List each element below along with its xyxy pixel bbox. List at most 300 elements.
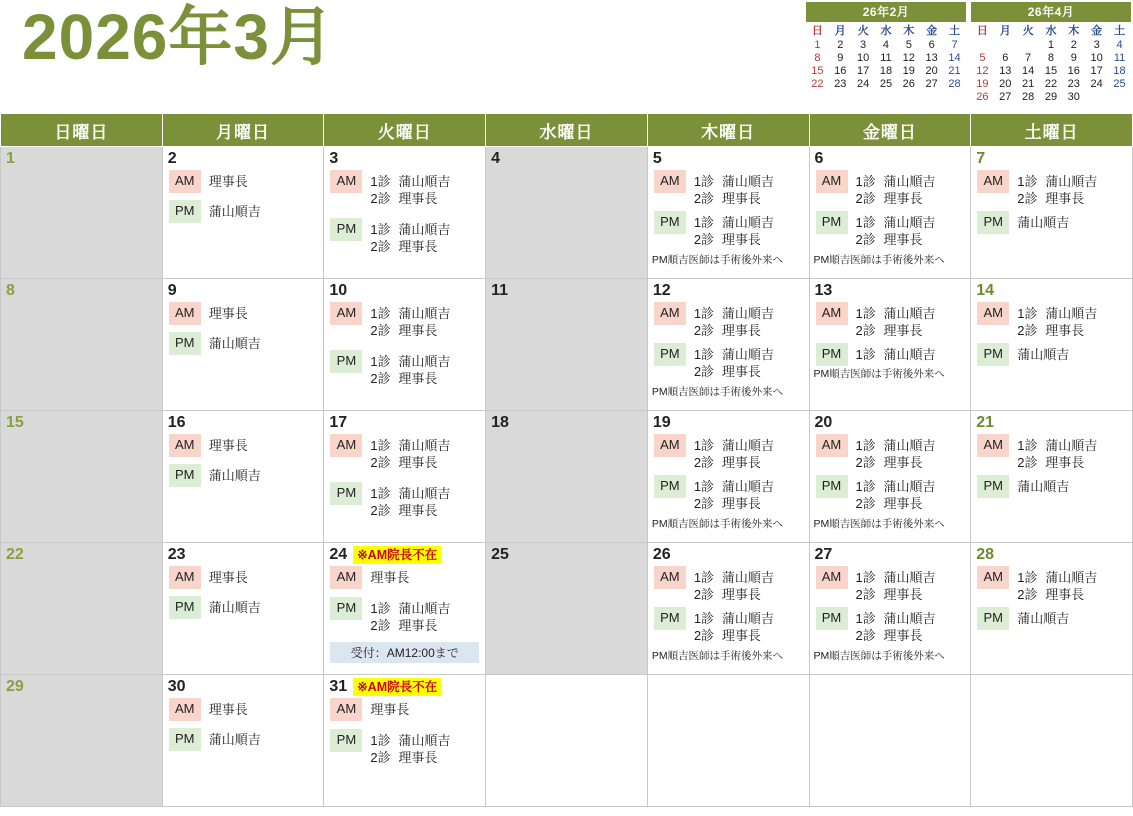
slot-tag-am: AM [330,698,362,721]
slot-line [370,238,450,256]
doctor-name: 理事長 [883,455,923,471]
doctor-name: 理事長 [883,323,923,339]
slot-body [848,434,936,475]
month-calendar [0,113,1133,807]
doctor-name: 理事長 [1045,191,1085,207]
slot-line [370,600,450,618]
day-cell-empty [486,675,648,807]
clinic-label: 2診 [693,323,715,339]
day-cell-16 [162,411,324,543]
weekday-header-sunday: 日曜日 [1,114,163,147]
mini-next-day [1017,38,1040,51]
mini-prev-day: 23 [834,77,847,90]
slot-body [848,343,936,367]
mini-prev-day: 10 [856,51,870,64]
day-number: 28 [976,546,995,563]
clinic-label: 1診 [370,353,391,369]
mini-next-day: 16 [1067,64,1080,77]
schedule-slot-pm [977,475,1132,499]
schedule-slot-pm [169,596,324,620]
clinic-label: 2診 [370,371,391,387]
clinic-label: 2診 [370,455,391,471]
day-cell-28 [971,543,1133,675]
clinic-label: 1診 [1017,437,1038,453]
day-cell-empty [809,675,971,807]
doctor-name: 理事長 [721,364,761,380]
slot-body [201,566,248,590]
day-number: 27 [814,546,833,563]
slot-line [370,437,450,455]
slot-line [370,190,450,208]
schedule-slot-am [654,434,809,475]
slot-line: 理事長 [370,570,410,586]
slot-tag-pm: PM [330,482,362,505]
schedule-slot-am [977,170,1132,211]
slot-line [370,502,450,520]
day-number: 16 [167,414,186,431]
clinic-label: 1診 [1017,305,1038,321]
slot-line [370,305,450,323]
slot-line [856,627,936,645]
mini-prev-day: 5 [905,38,912,51]
schedule-slot-am [816,302,971,343]
slot-tag-pm: PM [330,218,362,241]
slot-tag-am: AM [977,170,1009,193]
clinic-label: 2診 [370,239,391,255]
mini-calendar-previous-month [806,2,966,90]
day-cell-empty [647,675,809,807]
slot-line [370,454,450,472]
day-cell-23 [162,543,324,675]
weekday-header-saturday: 土曜日 [971,114,1133,147]
day-cell-1 [1,147,163,279]
mini-prev-day: 6 [928,38,935,51]
slot-tag-pm: PM [816,211,848,234]
mini-next-day: 9 [1070,51,1077,64]
slot-tag-pm: PM [977,211,1009,234]
slot-tag-pm: PM [169,332,201,355]
slot-line [856,454,936,472]
mini-next-header-thu: 木 [1068,25,1080,37]
doctor-name: 理事長 [398,618,438,634]
mini-prev-header-wed: 水 [880,25,892,37]
clinic-label: 1診 [855,346,876,362]
slot-line [856,586,936,604]
weekday-header-row [1,114,1133,147]
slot-line [1017,305,1097,323]
day-number: 12 [652,282,671,299]
day-number: 6 [814,150,824,167]
day-number: 17 [329,414,348,431]
day-number: 25 [491,546,509,563]
doctor-name: 蒲山順吉 [398,221,451,237]
slot-body [362,350,450,391]
doctor-name: 理事長 [721,323,761,339]
day-number: 31 [329,678,348,695]
slot-tag-am: AM [169,566,201,589]
slot-line [1017,569,1097,587]
day-number: 3 [329,150,339,167]
day-cell-10 [324,279,486,411]
doctor-name: 理事長 [1045,455,1085,471]
doctor-name: 蒲山順吉 [721,437,774,453]
doctor-name: 理事長 [398,371,438,387]
clinic-label: 1診 [1017,569,1038,585]
doctor-name: 理事長 [883,587,923,603]
slot-line: 蒲山順吉 [208,732,261,748]
slot-line: 理事長 [208,701,248,717]
day-cell-6 [809,147,971,279]
slot-tag-am: AM [330,170,362,193]
mini-prev-day: 18 [879,64,893,77]
slot-line: 理事長 [208,305,248,321]
slot-tag-pm: PM [654,475,686,498]
mini-prev-day: 7 [951,38,958,51]
slot-line [694,231,774,249]
slot-line [856,190,936,208]
doctor-name: 理事長 [883,232,923,248]
schedule-slot-pm [816,475,971,516]
schedule-slot-pm [816,211,971,252]
clinic-label: 1診 [693,569,715,585]
mini-calendar-next-month [971,2,1131,103]
doctor-name: 理事長 [721,191,761,207]
mini-prev-day: 16 [834,64,847,77]
day-cell-25 [486,543,648,675]
mini-prev-day: 15 [811,64,824,77]
doctor-name: 理事長 [721,232,761,248]
slot-body [686,475,774,516]
mini-next-day: 14 [1021,64,1035,77]
slot-line [694,363,774,381]
mini-prev-header-fri: 金 [926,25,938,37]
mini-next-day: 15 [1044,64,1058,77]
schedule-slot-pm [977,607,1132,631]
mini-next-day: 19 [976,77,989,90]
doctor-name: 理事長 [883,191,923,207]
doctor-name: 理事長 [883,496,923,512]
slot-line [856,346,936,364]
schedule-slot-am [330,566,485,590]
slot-line: 理事長 [208,437,248,453]
day-number: 1 [6,150,15,167]
day-cell-31 [324,675,486,807]
clinic-label: 1診 [693,437,715,453]
mini-next-day: 1 [1047,38,1055,51]
day-number: 21 [976,414,995,431]
slot-line [1017,437,1097,455]
slot-body [362,218,450,259]
doctor-name: 蒲山順吉 [1045,437,1098,453]
clinic-label: 1診 [855,569,876,585]
day-cell-27 [809,543,971,675]
mini-next-header-tue: 火 [1022,25,1034,37]
slot-line [856,305,936,323]
weekday-header-monday: 月曜日 [162,114,324,147]
slot-line [1017,454,1097,472]
schedule-slot-am [169,434,324,458]
slot-body [362,302,450,343]
clinic-label: 1診 [855,437,876,453]
mini-next-day [1085,90,1108,103]
slot-line: 理事長 [208,173,248,189]
slot-line [370,749,450,767]
schedule-slot-pm [330,597,485,638]
mini-next-day: 20 [999,77,1012,90]
slot-line [1017,190,1097,208]
doctor-name: 蒲山順吉 [721,173,774,189]
slot-line [856,569,936,587]
mini-next-day: 28 [1021,90,1035,103]
mini-next-day [971,38,994,51]
slot-body [201,728,261,752]
day-cell-21 [971,411,1133,543]
slot-tag-am: AM [977,302,1009,325]
mini-next-day [994,38,1017,51]
day-number: 22 [6,546,24,563]
day-cell-11 [486,279,648,411]
slot-line [370,732,450,750]
slot-line [370,221,450,239]
schedule-slot-am [330,434,485,475]
mini-prev-day: 9 [837,51,844,64]
clinic-label: 2診 [855,628,876,644]
doctor-name: 蒲山順吉 [883,569,936,585]
doctor-name: 蒲山順吉 [398,173,451,189]
slot-tag-pm: PM [977,607,1009,630]
slot-line: 蒲山順吉 [208,600,261,616]
clinic-label: 1診 [693,478,715,494]
slot-line [694,173,774,191]
doctor-name: 蒲山順吉 [883,173,936,189]
doctor-name: 理事長 [721,628,761,644]
clinic-label: 1診 [370,485,391,501]
slot-body [201,332,261,356]
mini-next-day: 23 [1067,77,1080,90]
slot-body [201,464,261,488]
slot-body [848,170,936,211]
day-number: 10 [329,282,348,299]
doctor-name: 蒲山順吉 [398,600,451,616]
slot-line [856,214,936,232]
day-number: 13 [814,282,833,299]
clinic-label: 1診 [370,600,391,616]
clinic-label: 1診 [1017,173,1038,189]
slot-line [370,485,450,503]
slot-tag-pm: PM [816,475,848,498]
doctor-name: 蒲山順吉 [883,610,936,626]
mini-prev-day: 17 [856,64,870,77]
day-cell-15 [1,411,163,543]
slot-body [848,302,936,343]
mini-next-header-mon: 月 [999,25,1011,37]
mini-prev-header-mon: 月 [834,25,846,37]
day-cell-5 [647,147,809,279]
mini-next-day: 24 [1090,77,1103,90]
slot-tag-am: AM [816,302,848,325]
doctor-name: 理事長 [398,750,438,766]
doctor-name: 蒲山順吉 [721,214,774,230]
slot-line [370,617,450,635]
mini-prev-day: 11 [880,51,892,64]
mini-next-day: 27 [999,90,1012,103]
schedule-slot-am [816,170,971,211]
mini-next-day: 17 [1090,64,1103,77]
slot-line [694,437,774,455]
slot-tag-am: AM [169,434,201,457]
slot-line [694,322,774,340]
day-cell-7 [971,147,1133,279]
schedule-slot-pm [816,343,971,367]
day-cell-30 [162,675,324,807]
slot-line [694,305,774,323]
schedule-slot-am [977,566,1132,607]
doctor-name: 理事長 [398,323,438,339]
slot-body [362,597,450,638]
day-cell-2 [162,147,324,279]
schedule-slot-am [330,170,485,211]
clinic-label: 2診 [693,191,715,207]
schedule-slot-pm [330,350,485,391]
slot-line [694,190,774,208]
mini-next-day: 7 [1025,51,1032,64]
slot-body [1009,607,1069,631]
slot-line [694,569,774,587]
mini-next-header-sun: 日 [976,25,988,37]
slot-tag-pm: PM [654,343,686,366]
doctor-name: 蒲山順吉 [721,346,774,362]
schedule-slot-pm [654,475,809,516]
slot-tag-pm: PM [330,729,362,752]
slot-body [362,729,450,770]
day-number: 4 [491,150,501,167]
doctor-name: 蒲山順吉 [883,346,936,362]
slot-body [1009,170,1097,211]
page-title: 2026年3月 [22,1,335,73]
clinic-label: 1診 [370,221,391,237]
slot-tag-pm: PM [330,350,362,373]
mini-next-day: 2 [1070,38,1077,51]
schedule-slot-am [654,302,809,343]
mini-next-day: 3 [1093,38,1100,51]
mini-prev-day: 4 [882,38,890,51]
slot-line [856,231,936,249]
clinic-label: 2診 [855,455,876,471]
doctor-name: 理事長 [398,239,438,255]
day-cell-4 [486,147,648,279]
pm-footnote: PM順吉医師は手術後外来へ [651,253,784,266]
doctor-name: 蒲山順吉 [398,437,451,453]
slot-line [370,353,450,371]
clinic-label: 2診 [693,587,715,603]
slot-body [362,170,450,211]
slot-tag-am: AM [977,434,1009,457]
slot-tag-pm: PM [330,597,362,620]
slot-line [856,173,936,191]
slot-body [1009,343,1069,367]
slot-tag-am: AM [816,434,848,457]
day-number: 14 [976,282,995,299]
day-number: 18 [491,414,509,431]
schedule-slot-am [977,434,1132,475]
day-number: 9 [167,282,177,299]
mini-prev-day: 20 [925,64,938,77]
slot-body [686,434,774,475]
slot-body [201,596,261,620]
slot-body [686,302,774,343]
clinic-label: 2診 [693,364,715,380]
clinic-label: 1診 [855,173,876,189]
doctor-name: 蒲山順吉 [398,305,451,321]
day-cell-18 [486,411,648,543]
schedule-slot-am [816,434,971,475]
schedule-slot-am [654,566,809,607]
slot-line: 蒲山順吉 [1017,214,1070,230]
mini-prev-day: 14 [948,51,961,64]
schedule-slot-am [169,302,324,326]
slot-body [1009,566,1097,607]
slot-body [686,211,774,252]
mini-next-day: 12 [976,64,989,77]
pm-footnote: PM順吉医師は手術後外来へ [651,385,784,398]
slot-body [686,607,774,648]
mini-calendar-next-label: 26年4月 [971,2,1131,22]
slot-line [856,610,936,628]
clinic-label: 2診 [1017,455,1038,471]
slot-line [1017,586,1097,604]
schedule-slot-am [330,302,485,343]
mini-prev-day: 27 [925,77,938,90]
day-number: 19 [652,414,671,431]
mini-prev-header-sat: 土 [949,25,961,37]
clinic-label: 2診 [855,323,876,339]
mini-prev-header-tue: 火 [857,25,869,37]
clinic-label: 2診 [855,232,876,248]
slot-body [686,343,774,384]
doctor-name: 蒲山順吉 [883,214,936,230]
slot-body [201,200,261,224]
slot-body [1009,475,1069,499]
clinic-label: 1診 [855,305,876,321]
slot-body [848,475,936,516]
mini-next-day: 6 [1002,51,1009,64]
clinic-label: 1診 [693,305,715,321]
day-cell-13 [809,279,971,411]
doctor-name: 蒲山順吉 [721,610,774,626]
pm-footnote: PM順吉医師は手術後外来へ [651,649,784,662]
slot-body [848,607,936,648]
doctor-name: 理事長 [721,496,761,512]
slot-body [362,482,450,523]
day-number: 24 [329,546,348,563]
day-cell-26 [647,543,809,675]
day-cell-12 [647,279,809,411]
slot-tag-am: AM [169,302,201,325]
schedule-slot-am [816,566,971,607]
weekday-header-tuesday: 火曜日 [324,114,486,147]
day-number: 8 [6,282,15,299]
day-cell-14 [971,279,1133,411]
doctor-name: 蒲山順吉 [1045,305,1098,321]
day-number: 20 [814,414,833,431]
mini-prev-header-sun: 日 [811,25,823,37]
schedule-slot-pm [816,607,971,648]
schedule-slot-pm [330,218,485,259]
mini-next-day: 13 [999,64,1012,77]
mini-prev-day: 1 [814,38,821,51]
schedule-slot-pm [169,464,324,488]
mini-next-day: 25 [1113,77,1126,90]
